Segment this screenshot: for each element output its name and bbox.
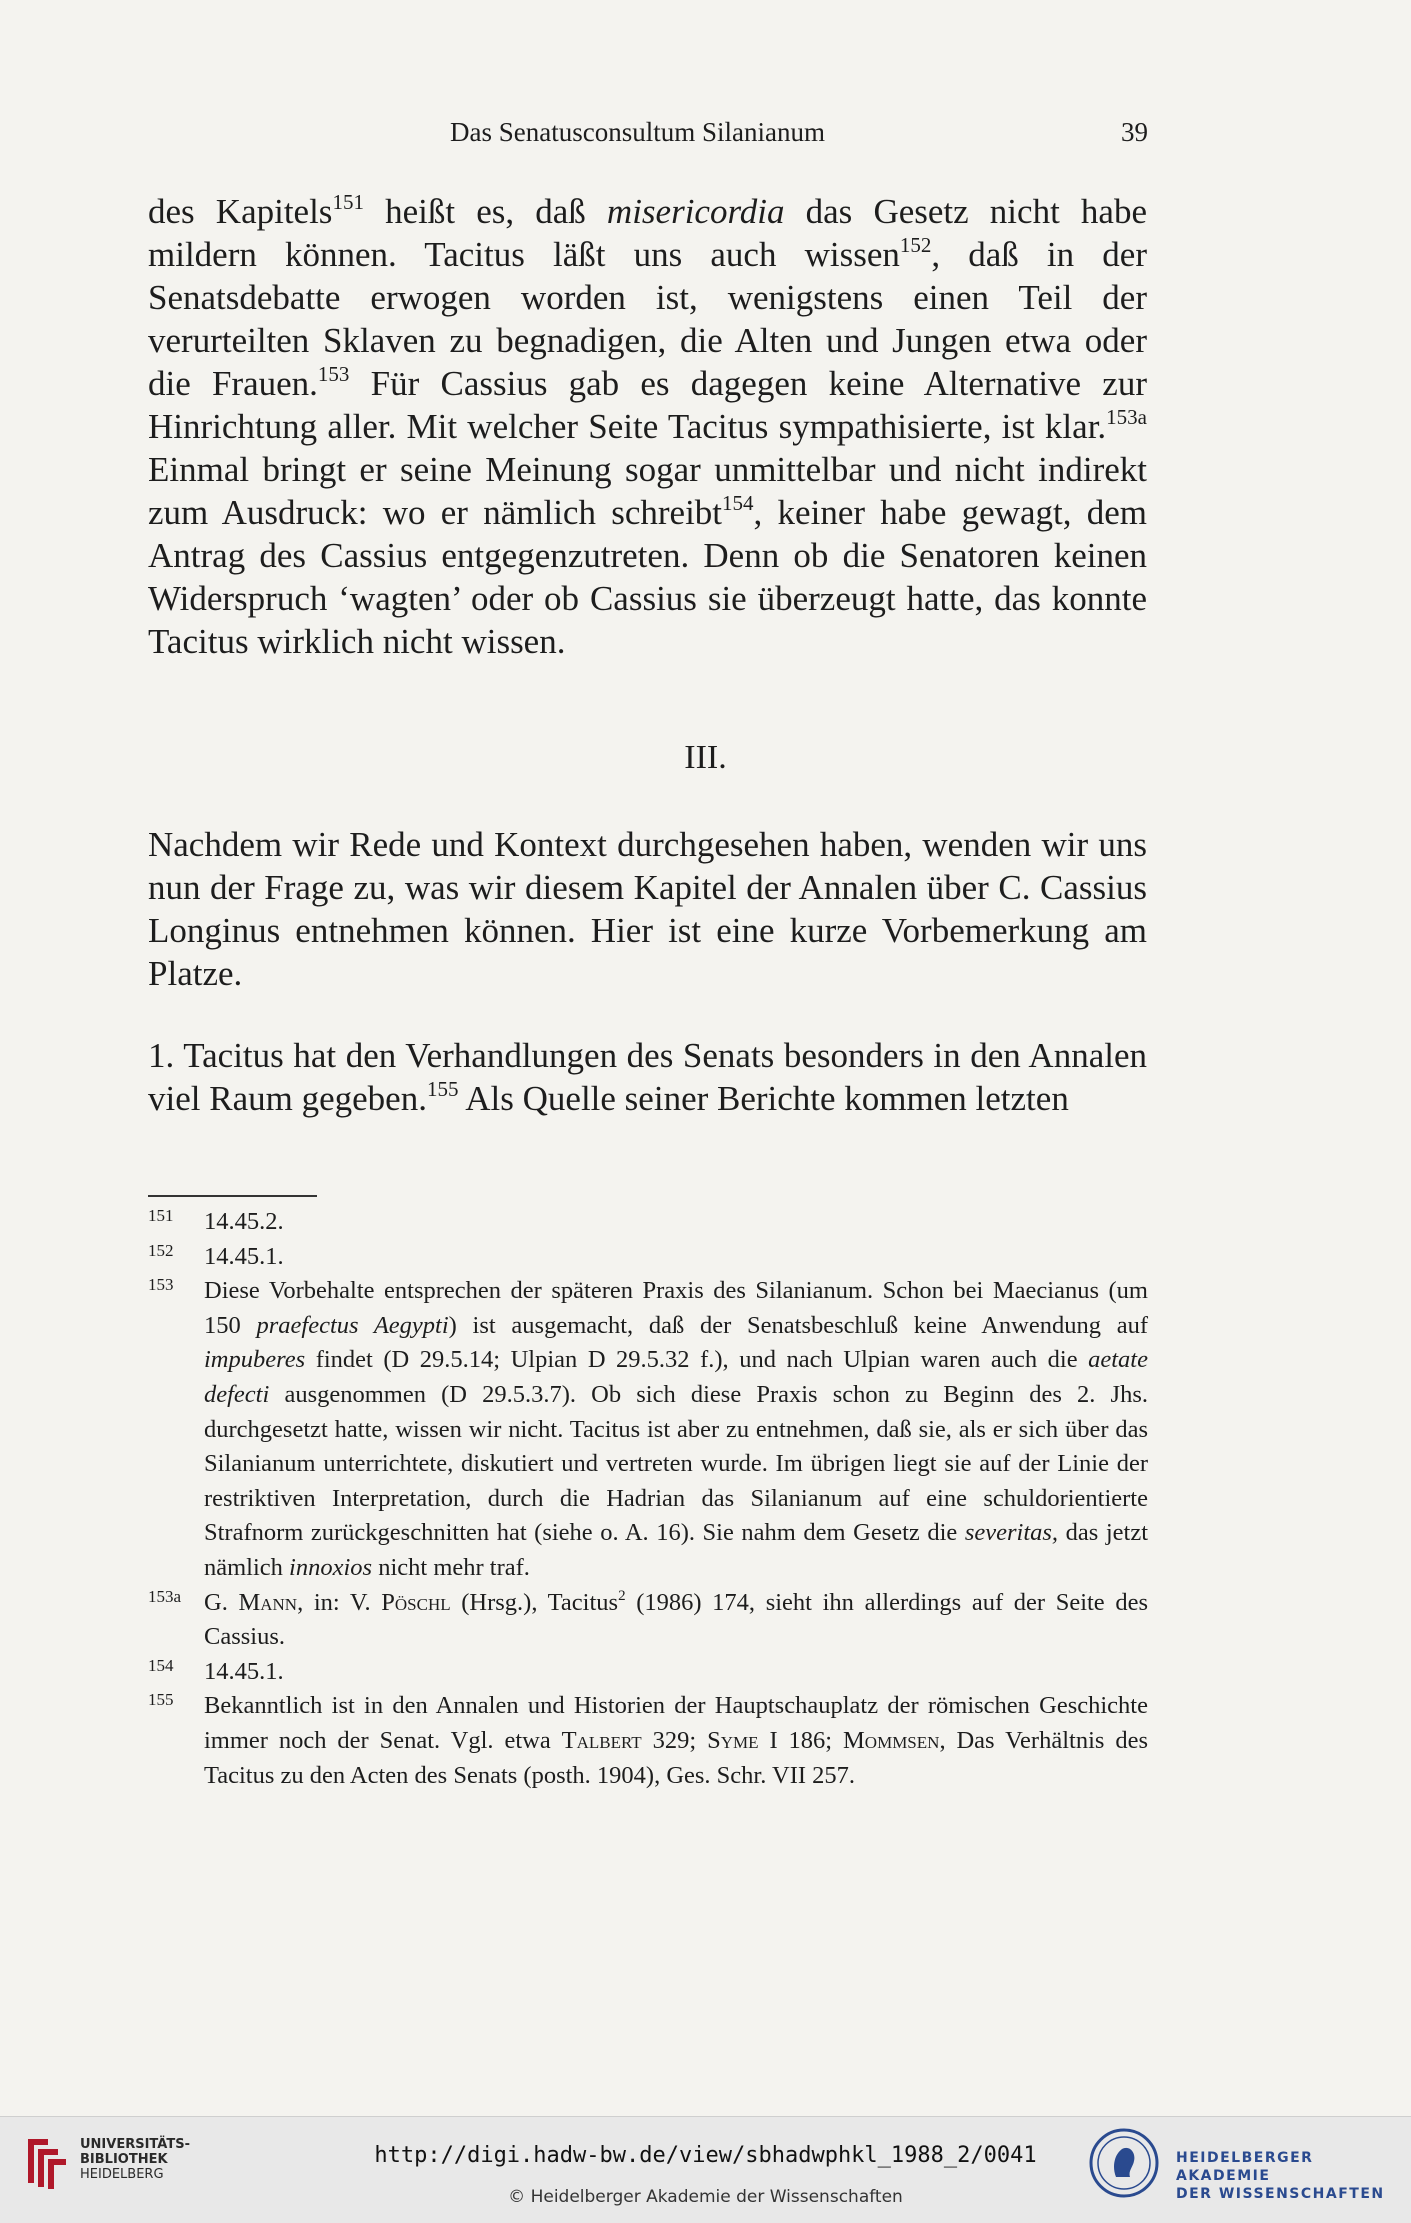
footnote-rule: [148, 1195, 317, 1197]
document-url-link[interactable]: http://digi.hadw-bw.de/view/sbhadwphkl_1988_2/0041: [374, 2143, 1037, 2168]
footnote-ref-153[interactable]: 153: [317, 362, 350, 386]
running-header: [148, 112, 1148, 152]
copyright-notice: © Heidelberger Akademie der Wissenschaften: [508, 2187, 903, 2207]
footnote-ref-153a[interactable]: 153a: [1106, 405, 1147, 429]
footnote-154: 154 14.45.1.: [148, 1655, 284, 1685]
viewer-footer: [0, 2116, 1411, 2223]
body-paragraph-3: 1. Tacitus hat den Verhandlungen des Senats besonders in den Annalen viel Raum gegeben.$^{155}$ Als Quelle seiner Berichte kommen letzten: [148, 1036, 1147, 1118]
body-paragraph-1: des Kapitels$^{151}$ heißt es, daß misericordia das Gesetz nicht habe mildern können. Tacitus läßt uns auch wissen$^{152}$, daß in der Senatsdebatte erwogen worden ist, wenigstens einen Teil der verurteilten Sklaven zu begnadigen, die Alten und Jungen etwa oder die Frauen.$^{153}$ Für Cassius gab es dagegen keine Alternative zur Hinrichtung aller. Mit welcher Seite Tacitus sympathisierte, ist klar.$^{153a}$ Einmal bringt er seine Meinung sogar unmittelbar und nicht indirekt zum Ausdruck: wo er nämlich schreibt$^{154}$, keiner habe gewagt, dem Antrag des Cassius entgegenzutreten. Denn ob die Senatoren keinen Widerspruch ‘wagten’ oder ob Cassius sie überzeugt hatte, das konnte Tacitus wirklich nicht wissen.: [148, 190, 1147, 661]
academy-name: HEIDELBERGER AKADEMIE DER WISSENSCHAFTEN: [1176, 2150, 1385, 2202]
footnotes: [148, 1205, 1148, 1793]
footnote-152: 152 14.45.1.: [148, 1240, 284, 1270]
body-paragraph-2: Nachdem wir Rede und Kontext durchgesehen haben, wenden wir uns nun der Frage zu, was wir diesem Kapitel der Annalen über C. Cassius Longinus entnehmen können. Hier ist eine kurze Vorbemerkung am Platze.: [148, 825, 1147, 993]
section-heading: III.: [684, 739, 727, 776]
footnote-153a: 153a G. Mann, in: V. Pöschl (Hrsg.), Tacitus$^2$ (1986) 174, sieht ihn allerdings auf der Seite des Cassius.: [148, 1586, 1148, 1651]
university-library-name: UNIVERSITÄTS- BIBLIOTHEK HEIDELBERG: [80, 2137, 190, 2182]
footnote-ref-155[interactable]: 155: [426, 1077, 459, 1101]
footnote-155: 155 Bekanntlich ist in den Annalen und Historien der Hauptschauplatz der römischen Geschichte immer noch der Senat. Vgl. etwa Talbert 329; Syme I 186; Mommsen, Das Verhältnis des Tacitus zu den Acten des Senats (posth. 1904), Ges. Schr. VII 257.: [148, 1690, 1148, 1789]
footnote-ref-154[interactable]: 154: [722, 491, 754, 515]
footnote-ref-152[interactable]: 152: [899, 233, 932, 257]
footnote-151: 151 14.45.2.: [148, 1206, 284, 1235]
running-title: Das Senatusconsultum Silanianum: [450, 117, 825, 147]
academy-seal-icon[interactable]: [1088, 2127, 1160, 2199]
footnote-ref-151[interactable]: 151: [332, 190, 364, 214]
footnote-153: 153 Diese Vorbehalte entsprechen der späteren Praxis des Silanianum. Schon bei Maecianus (um 150 praefectus Aegypti) ist ausgemacht, daß der Senatsbeschluß keine Anwendung auf impuberes findet (D 29.5.14; Ulpian D 29.5.32 f.), und nach Ulpian waren auch die aetate defecti ausgenommen (D 29.5.3.7). Ob sich diese Praxis schon zu Beginn des 2. Jhs. durchgesetzt hatte, wissen wir nicht. Tacitus ist aber zu entnehmen, daß sie, als er sich über das Silanianum unterrichtete, diskutiert und vertreten wurde. Im übrigen liegt sie auf der Linie der restriktiven Interpretation, durch die Hadrian das Silanianum auf eine schuldorientierte Strafnorm zurückgeschnitten hat (siehe o. A. 16). Sie nahm dem Gesetz die severitas, das jetzt nämlich innoxios nicht mehr traf.: [148, 1275, 1149, 1581]
page-number: 39: [1121, 117, 1148, 147]
